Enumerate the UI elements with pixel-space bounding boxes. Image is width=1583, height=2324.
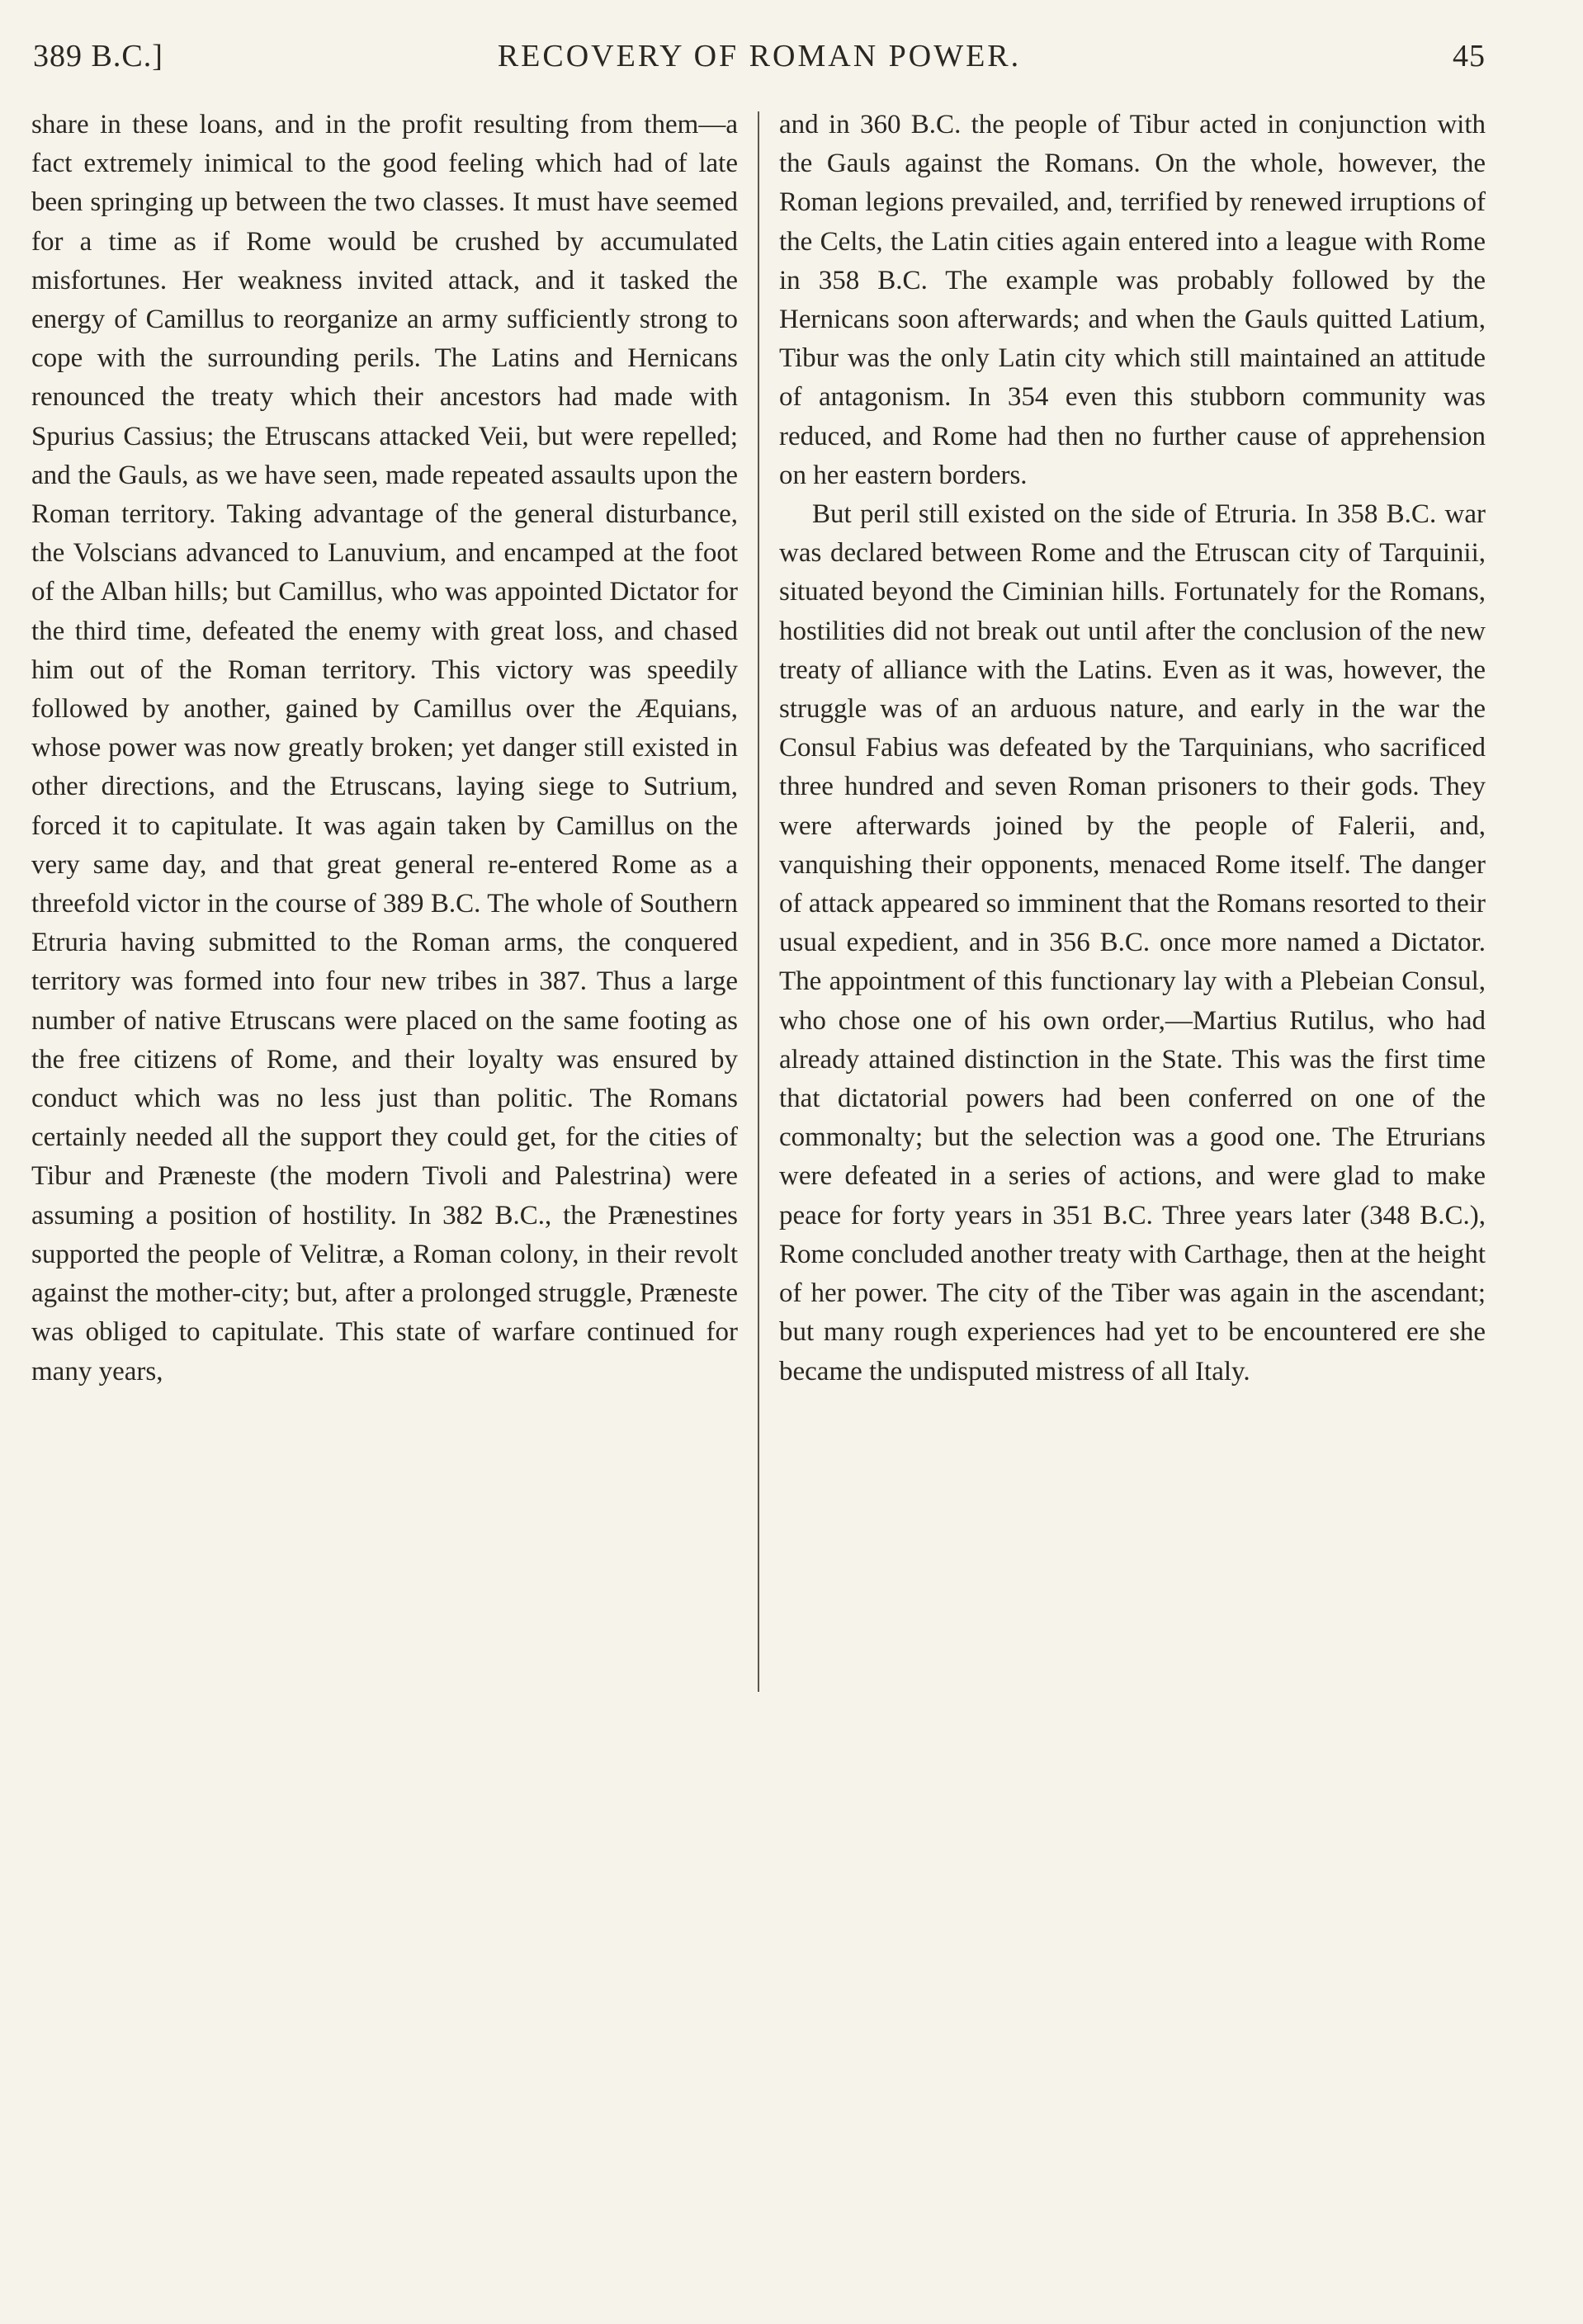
page-number: 45	[1453, 39, 1486, 73]
text-column-right	[779, 106, 1486, 1391]
text-column-left	[31, 106, 738, 1391]
running-head	[33, 33, 1486, 79]
paragraph: But peril still existed on the side of Etruria. In 358 B.C. war was declared between Rome and the Etruscan city of Tarquinii, situated beyond the Ciminian hills. Fortunately for the Romans, hostilities did not break out until after the conclusion of the new treaty of alliance with the Latins. Even as it was, however, the struggle was of an arduous nature, and early in the war the Consul Fabius was defeated by the Tarquinians, who sacrificed three hundred and seven Roman prisoners to their gods. They were afterwards joined by the people of Falerii, and, vanquishing their opponents, menaced Rome itself. The danger of attack appeared so imminent that the Romans resorted to their usual expedient, and in 356 B.C. once more named a Dictator. The appointment of this functionary lay with a Plebeian Consul, who chose one of his own order,—Martius Rutilus, who had already attained distinction in the State. This was the first time that dictatorial powers had been conferred on one of the commonalty; but the selection was a good one. The Etrurians were defeated in a series of actions, and were glad to make peace for forty years in 351 B.C. Three years later (348 B.C.), Rome concluded another treaty with Carthage, then at the height of her power. The city of the Tiber was again in the ascendant; but many rough experiences had yet to be encountered ere she became the undisputed mistress of all Italy.	[779, 499, 1486, 1386]
header-date: 389 B.C.]	[33, 39, 163, 73]
paragraph: and in 360 B.C. the people of Tibur acted in conjunction with the Gauls against the Romans. On the whole, however, the Roman legions prevailed, and, terrified by renewed irruptions of the Celts, the Latin cities again entered into a league with Rome in 358 B.C. The example was probably followed by the Hernicans soon afterwards; and when the Gauls quitted Latium, Tibur was the only Latin city which still maintained an attitude of antagonism. In 354 even this stubborn community was reduced, and Rome had then no further cause of apprehension on her eastern borders.	[779, 110, 1486, 490]
header-title: RECOVERY OF ROMAN POWER.	[497, 39, 1022, 73]
column-divider	[758, 111, 759, 1692]
paragraph: share in these loans, and in the profit resulting from them—a fact extremely inimical to the good feeling which had of late been springing up between the two classes. It must have seemed for a time as if Rome would be crushed by accumulated misfortunes. Her weakness invited attack, and it tasked the energy of Camillus to reorganize an army sufficiently strong to cope with the surrounding perils. The Latins and Hernicans renounced the treaty which their ancestors had made with Spurius Cassius; the Etruscans attacked Veii, but were repelled; and the Gauls, as we have seen, made repeated assaults upon the Roman territory. Taking advantage of the general disturbance, the Volscians advanced to Lanuvium, and encamped at the foot of the Alban hills; but Camillus, who was appointed Dictator for the third time, defeated the enemy with great loss, and chased him out of the Roman territory. This victory was speedily followed by another, gained by Camillus over the Æquians, whose power was now greatly broken; yet danger still existed in other directions, and the Etruscans, laying siege to Sutrium, forced it to capitulate. It was again taken by Camillus on the very same day, and that great general re-entered Rome as a threefold victor in the course of 389 B.C. The whole of Southern Etruria having submitted to the Roman arms, the conquered territory was formed into four new tribes in 387. Thus a large number of native Etruscans were placed on the same footing as the free citizens of Rome, and their loyalty was ensured by conduct which was no less just than politic. The Romans certainly needed all the support they could get, for the cities of Tibur and Præneste (the modern Tivoli and Palestrina) were assuming a position of hostility. In 382 B.C., the Prænestines supported the people of Velitræ, a Roman colony, in their revolt against the mother-city; but, after a prolonged struggle, Præneste was obliged to capitulate. This state of warfare continued for many years,	[31, 110, 738, 1386]
